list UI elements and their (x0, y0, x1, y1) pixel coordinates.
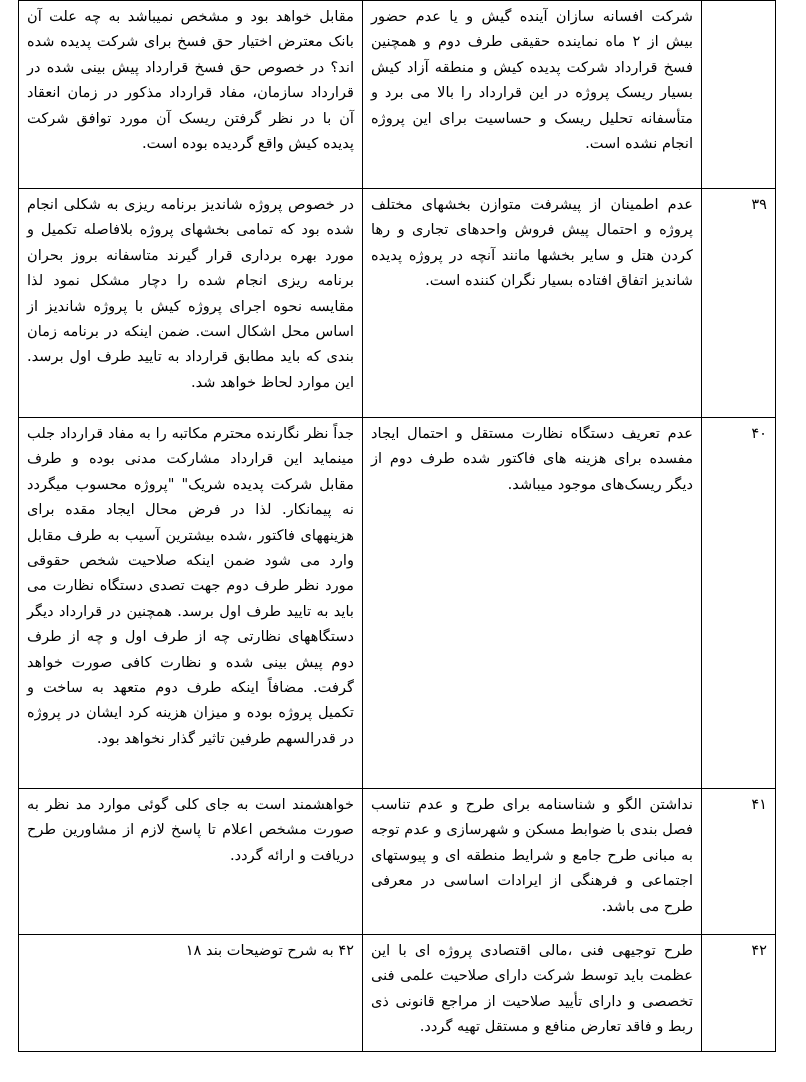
issue-text: شرکت افسانه سازان آینده گیش و یا عدم حضور بیش از ۲ ماه نماینده حقیقی طرف دوم و همچنین فسخ قرارداد شرکت پدیده کیش و منطقه آزاد کیش بسیار ریسک پروژه در این قرارداد را بالا می برد و متأسفانه تحلیل ریسک و حساسیت برای این پروژه انجام نشده است. (363, 1, 702, 189)
comments-table (18, 0, 776, 1052)
table-row (19, 189, 776, 418)
issue-text: عدم تعریف دستگاه نظارت مستقل و احتمال ایجاد مفسده برای هزینه های فاکتور شده طرف دوم از دیگر ریسک‌های موجود میباشد. (363, 418, 702, 789)
response-text: جداً نظر نگارنده محترم مکاتبه را به مفاد قرارداد جلب مینماید این قرارداد مشارکت مدنی بوده و طرف مقابل شرکت پدیده شریک" "پروژه محسوب میگردد نه پیمانکار. لذا در فرض محال ایجاد مقده برای هزینههای فاکتور ،شده بیشترین آسیب به طرف مقابل وارد می شود ضمن اینکه صلاحیت شخص حقوقی مورد نظر طرف دوم جهت تصدی دستگاه نظارت می باید به تایید طرف اول برسد. همچنین در قرارداد دیگر دستگاههای نظارتی چه از طرف اول و چه از طرف دوم پیش بینی شده و نظارت کافی صورت خواهد گرفت. مضافاً اینکه طرف دوم متعهد به ساخت و تکمیل پروژه بوده و میزان هزینه کرد ایشان در پروژه در قدرالسهم طرفین تاثیر گذار نخواهد بود. (19, 418, 363, 789)
row-number: ۴۱ (702, 789, 776, 935)
row-number: ۳۹ (702, 189, 776, 418)
response-text: ۴۲ به شرح توضیحات بند ۱۸ (19, 935, 363, 1052)
issue-text: طرح توجیهی فنی ،مالی اقتصادی پروژه ای با این عظمت باید توسط شرکت دارای صلاحیت علمی فنی تخصصی و دارای تأیید صلاحیت از مراجع قانونی ذی ربط و فاقد تعارض منافع و مستقل تهیه گردد. (363, 935, 702, 1052)
table-row (19, 1, 776, 189)
row-number (702, 1, 776, 189)
response-text: در خصوص پروژه شاندیز برنامه ریزی به شکلی انجام شده بود که تمامی بخشهای پروژه بلافاصله تکمیل و مورد بهره برداری قرار گیرند متاسفانه بروز بحران برنامه ریزی انجام شده را دچار مشکل نمود لذا مقایسه نحوه اجرای پروژه کیش با پروژه شاندیز از اساس محل اشکال است. ضمن اینکه در برنامه زمان بندی که باید مطابق قرارداد به تایید طرف اول برسد. این موارد لحاظ خواهد شد. (19, 189, 363, 418)
response-text: خواهشمند است به جای کلی گوئی موارد مد نظر به صورت مشخص اعلام تا پاسخ لازم از مشاورین طرح دریافت و ارائه گردد. (19, 789, 363, 935)
table-row (19, 789, 776, 935)
table-row (19, 935, 776, 1052)
table-row (19, 418, 776, 789)
response-text: مقابل خواهد بود و مشخص نمیباشد به چه علت آن بانک معترض اختیار حق فسخ برای شرکت پدیده شده اند؟ در خصوص حق فسخ قرارداد پیش بینی شده در قرارداد سازمان، مفاد قرارداد مذکور در زمان انعقاد آن با در نظر گرفتن ریسک آن مورد توافق شرکت پدیده کیش واقع گردیده بوده است. (19, 1, 363, 189)
issue-text: عدم اطمینان از پیشرفت متوازن بخشهای مختلف پروژه و احتمال پیش فروش واحدهای تجاری و رها کردن هتل و سایر بخشها مانند آنچه در پروژه پدیده شاندیز اتفاق افتاده بسیار نگران کننده است. (363, 189, 702, 418)
row-number: ۴۲ (702, 935, 776, 1052)
row-number: ۴۰ (702, 418, 776, 789)
issue-text: نداشتن الگو و شناسنامه برای طرح و عدم تناسب فصل بندی با ضوابط مسکن و شهرسازی و عدم توجه به مبانی طرح جامع و شرایط منطقه ای و پیوستهای اجتماعی و فرهنگی از ایرادات اساسی در معرفی طرح می باشد. (363, 789, 702, 935)
